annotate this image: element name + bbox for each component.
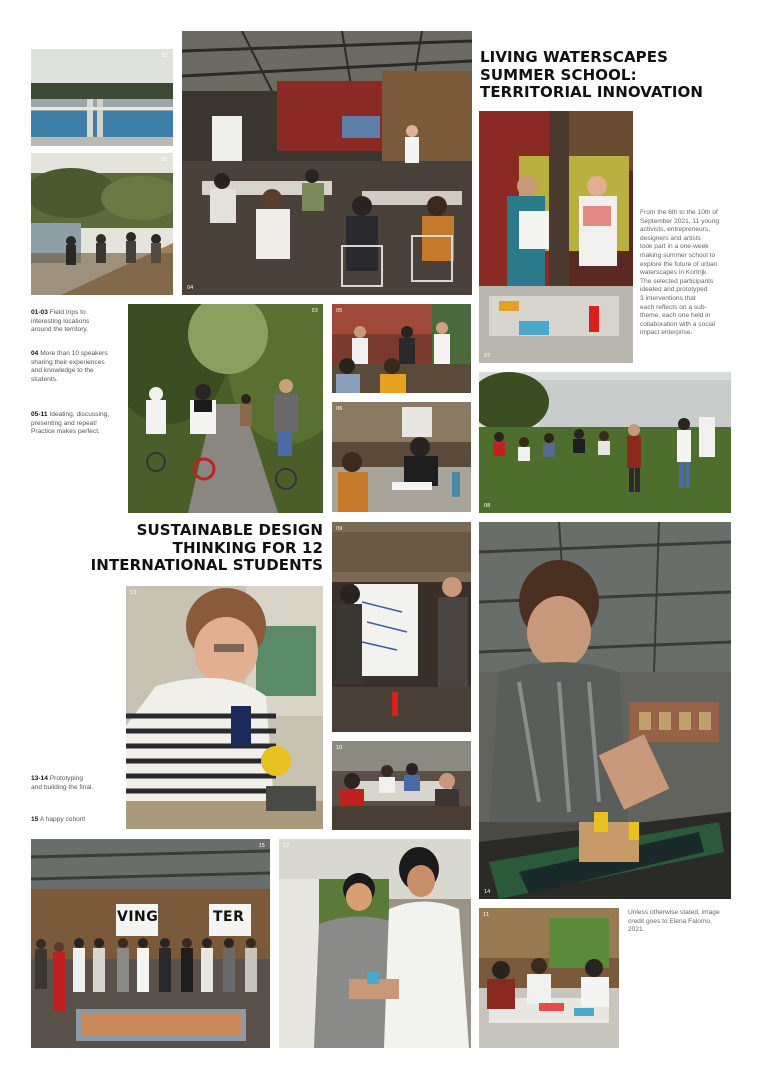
heading-sustainable-design — [90, 522, 323, 575]
intro-paragraph: From the 6th to the 10th of September 2021, 11 young activists, entrepreneurs, designers and artists took part in a one-week making summer school to explore the future of urban waterscapes in Kortrijk. The selected participants ideated and prototyped 3 interventions that each reflects on a sub- theme, each one held in collaboration with a social impact enterprise. — [640, 209, 720, 337]
caption-ideating: 05-11 Ideating, discussing, presenting and repeat! Practice makes perfect. — [31, 411, 110, 436]
photo-number: 12 — [283, 843, 290, 849]
photo-03-cycling — [128, 304, 323, 513]
photo-number: 09 — [336, 526, 343, 532]
heading-line: SUMMER SCHOOL: — [480, 65, 637, 84]
photo-04-speaker-session — [182, 31, 472, 295]
photo-number: 01 — [161, 53, 168, 59]
heading-line: LIVING WATERSCAPES — [480, 48, 669, 66]
photo-number: 04 — [187, 285, 194, 291]
photo-06-workshop-table — [332, 402, 471, 512]
banner-text-right: TER — [213, 909, 245, 925]
heading-line: TERRITORIAL INNOVATION — [480, 83, 704, 101]
photo-number: 07 — [484, 353, 491, 359]
photo-12-students-smiling — [279, 839, 471, 1048]
banner-text-left: VING — [117, 909, 159, 925]
photo-number: 14 — [484, 889, 491, 895]
photo-number: 15 — [258, 843, 265, 849]
photo-number: 03 — [311, 308, 318, 314]
photo-number: 05 — [336, 308, 343, 314]
photo-number: 13 — [130, 590, 137, 596]
photo-number: 11 — [483, 912, 490, 918]
photo-10-team-meeting — [332, 741, 471, 830]
caption-speakers: 04 More than 10 speakers sharing their experiences and knowledge to the students. — [31, 350, 108, 383]
photo-08-lawn-gathering — [479, 372, 731, 513]
photo-01-swimming-pool — [31, 49, 173, 146]
photo-05-group-discussion — [332, 304, 471, 393]
heading-living-waterscapes — [480, 49, 740, 102]
heading-line: THINKING FOR 12 — [172, 538, 323, 557]
photo-number: 10 — [336, 745, 343, 751]
photo-09-flipchart — [332, 522, 471, 732]
photo-14-prototype-model — [479, 522, 731, 899]
photo-11-workshop-session — [479, 908, 619, 1048]
photo-13-woman-crafting — [126, 586, 323, 829]
photo-02-riverside — [31, 153, 173, 295]
image-credit: Unless otherwise stated, image credit goes to Elena Falomo, 2021. — [628, 909, 720, 934]
heading-line: SUSTAINABLE DESIGN — [136, 521, 323, 539]
caption-prototyping: 13-14 Prototyping and building the final. — [31, 775, 94, 791]
photo-number: 06 — [336, 406, 343, 412]
photo-15-group-photo — [31, 839, 270, 1048]
photo-number: 02 — [161, 157, 168, 163]
caption-field-trips: 01-03 Field trips to interesting locations around the territory. — [31, 309, 90, 334]
heading-line: INTERNATIONAL STUDENTS — [90, 556, 323, 574]
photo-number: 08 — [484, 503, 491, 509]
caption-happy-cohort: 15 A happy cohort! — [31, 816, 86, 823]
photo-07-presentation — [479, 111, 633, 363]
